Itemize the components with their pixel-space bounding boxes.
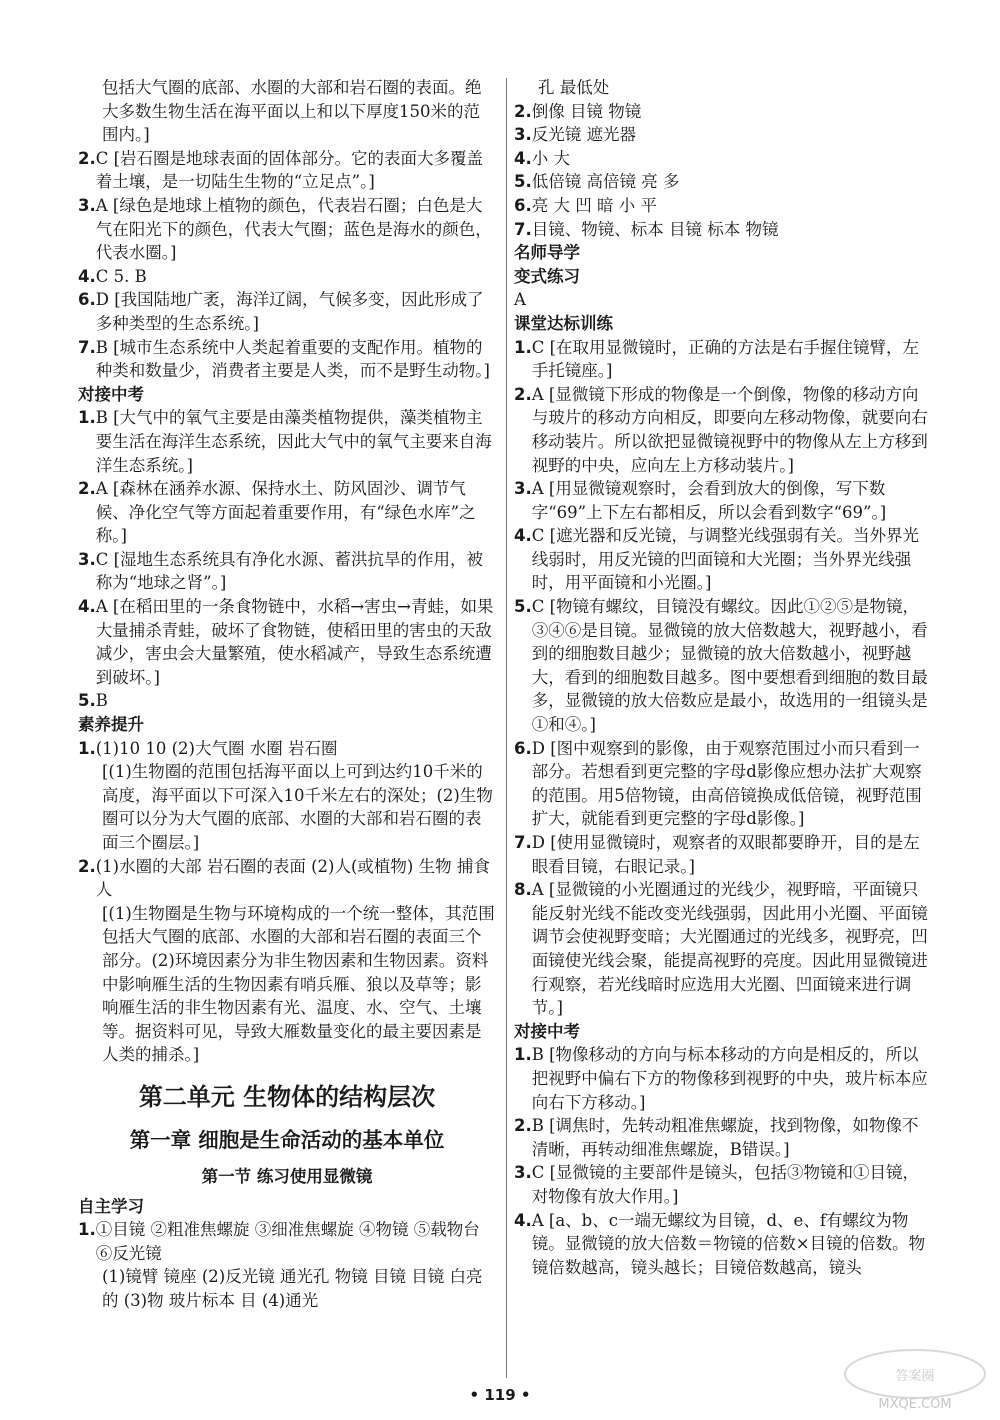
question-number: 6.: [514, 738, 532, 758]
explanation-text: (1)镜臂 镜座 (2)反光镜 通光孔 物镜 目镜 目镜 白亮的 (3)物 玻片标本 目 (4)通光: [102, 1267, 483, 1310]
question-number: 2.: [78, 148, 96, 168]
explanation-text: [(1)生物圈是生物与环境构成的一个统一整体，其范围包括大气圈的底部、水圈的大部和岩石圈的表面三个部分。(2)环境因素分为非生物因素和生物因素。资料中影响雁生活的生物因素有哨兵雁、狼以及草等；影响雁生活的非生物因素有光、温度、水、空气、土壤等。据资料可见，导致大雁数量变化的最主要因素是人类的捕杀。]: [102, 903, 495, 1065]
answer-item: [78, 737, 496, 761]
answer-item: [78, 477, 496, 548]
section-heading: 对接中考: [78, 384, 144, 404]
answer-text: (1)10 10 (2)大气圈 水圈 岩石圈: [95, 738, 338, 758]
question-number: 5.: [78, 691, 96, 711]
answer-list: [78, 406, 496, 713]
column-divider: [506, 78, 507, 1378]
question-number: 2.: [514, 101, 532, 121]
answer-text: C [湿地生态系统具有净化水源、蓄洪抗旱的作用，被称为“地球之肾”。]: [95, 549, 484, 593]
question-number: 3.: [514, 479, 532, 499]
lesson-title: 第一节 练习使用显微镜: [201, 1166, 373, 1186]
answer-item: [78, 406, 496, 477]
answer-text: 低倍镜 高倍镜 亮 多: [531, 172, 680, 192]
question-number: 7.: [78, 337, 96, 357]
question-number: 1.: [514, 1045, 532, 1065]
answer-item: [514, 100, 932, 124]
question-number: 4.: [514, 1210, 532, 1230]
answer-text: A [绿色是地球上植物的颜色，代表岩石圈；白色是大气在阳光下的颜色，代表大气圈；蓝色是海水的颜色，代表水圈。]: [95, 195, 492, 263]
question-number: 4.: [514, 148, 532, 168]
answer-text: 亮 大 凹 暗 小 平: [531, 195, 657, 215]
answer-item: [78, 194, 496, 265]
question-number: 1.: [78, 738, 96, 758]
answer-text: D [我国陆地广袤，海洋辽阔，气候多变，因此形成了多种类型的生态系统。]: [95, 290, 484, 333]
continuation-text: 包括大气圈的底部、水圈的大部和岩石圈的表面。绝大多数生物生活在海平面以上和以下厚度150米的范围内。]: [102, 78, 482, 145]
answer-text: A [森林在涵养水源、保持水土、防风固沙、调节气候、净化空气等方面起着重要作用，有“绿色水库”之称。]: [95, 479, 476, 546]
answer-text: 反光镜 遮光器: [531, 125, 636, 145]
section-heading: 对接中考: [514, 1021, 580, 1041]
answer-list: [78, 737, 496, 761]
answer-text: 目镜、物镜、标本 目镜 标本 物镜: [531, 219, 779, 239]
answer-item: [514, 831, 932, 878]
section-heading: 素养提升: [78, 715, 144, 735]
question-number: 1.: [78, 1220, 96, 1240]
question-number: 4.: [514, 526, 532, 546]
question-number: 3.: [514, 125, 532, 145]
answer-list: [514, 336, 932, 1020]
question-number: 6.: [514, 195, 532, 215]
answer-item: [514, 383, 932, 477]
answer-item: [514, 524, 932, 595]
answer-text: B [物像移动的方向与标本移动的方向是相反的，所以把视野中偏右下方的物像移到视野的中央，玻片标本应向右下方移动。]: [531, 1045, 928, 1112]
answer-item: [78, 147, 496, 194]
answer-text: (1)水圈的大部 岩石圈的表面 (2)人(或植物) 生物 捕食 人: [95, 856, 490, 900]
answer-item: [514, 1209, 932, 1280]
question-number: 6.: [78, 290, 96, 310]
question-number: 3.: [78, 549, 96, 569]
answer-item: [514, 1161, 932, 1208]
question-number: 2.: [514, 384, 532, 404]
answer-item: [78, 265, 496, 289]
watermark-url: MXQE.COM: [878, 1397, 952, 1412]
answer-text: B: [95, 691, 108, 711]
question-number: 4.: [78, 597, 96, 617]
question-number: 7.: [514, 219, 532, 239]
answer-text: D [图中观察到的影像，由于观察范围过小而只看到一部分。若想看到更完整的字母d影像应想办法扩大观察的范围。用5倍物镜，由高倍镜换成低倍镜，视野范围扩大，就能看到更完整的字母d影像。]: [531, 738, 922, 829]
answer-item: [514, 336, 932, 383]
answer-item: [514, 1114, 932, 1161]
answer-text: D [使用显微镜时，观察者的双眼都要睁开，目的是左眼看目镜，右眼记录。]: [531, 833, 920, 876]
answer-item: [78, 548, 496, 595]
answer-item: [78, 288, 496, 335]
left-column: [78, 76, 496, 1313]
answer-text: ①目镜 ②粗准焦螺旋 ③细准焦螺旋 ④物镜 ⑤载物台 ⑥反光镜: [95, 1220, 480, 1263]
answer-text: B [调焦时，先转动粗准焦螺旋，找到物像，如物像不清晰，再转动细准焦螺旋，B错误。]: [531, 1116, 919, 1159]
section-heading: 课堂达标训练: [514, 313, 613, 333]
answer-item: [514, 878, 932, 1020]
answer-text: C [遮光器和反光镜，与调整光线强弱有关。当外界光线弱时，用反光镜的凹面镜和大光圈；当外界光线强时，用平面镜和小光圈。]: [531, 526, 920, 593]
answer-text: A [在稻田里的一条食物链中，水稻→害虫→青蛙，如果大量捕杀青蛙，破坏了食物链，使稻田里的害虫的天敌减少，害虫会大量繁殖，使水稻减产，导致生态系统遭到破坏。]: [95, 597, 494, 687]
answer-text: A: [514, 290, 526, 310]
answer-list: [514, 100, 932, 242]
section-heading: 名师导学: [514, 243, 580, 263]
question-number: 2.: [78, 856, 96, 876]
question-number: 1.: [514, 337, 532, 357]
unit-title: 第二单元 生物体的结构层次: [138, 1082, 436, 1111]
continuation-text: 孔 最低处: [538, 78, 610, 97]
answer-list: [78, 855, 496, 902]
answer-list: [78, 147, 496, 383]
question-number: 4.: [78, 266, 96, 286]
answer-item: [78, 689, 496, 713]
answer-item: [514, 737, 932, 831]
answer-item: [78, 1218, 496, 1265]
answer-text: A [显微镜下形成的物像是一个倒像，物像的移动方向与玻片的移动方向相反，即要向左移动物像，就要向右移动装片。所以欲把显微镜视野中的物像从左上方移到视野的中央，应向左上方移动装片。]: [531, 384, 928, 475]
answer-item: [514, 194, 932, 218]
answer-item: [514, 218, 932, 242]
chapter-title: 第一章 细胞是生命活动的基本单位: [129, 1127, 445, 1152]
question-number: 7.: [514, 833, 532, 852]
answer-item: [514, 123, 932, 147]
answer-list: [514, 1043, 932, 1279]
answer-text: A [a、b、c一端无螺纹为目镜，d、e、f有螺纹为物镜。显微镜的放大倍数＝物镜的倍数×目镜的倍数。物镜倍数越高，镜头越长；目镜倍数越高，镜头: [531, 1210, 926, 1277]
right-column: [514, 76, 932, 1279]
answer-text: C [在取用显微镜时，正确的方法是右手握住镜臂，左手托镜座。]: [531, 337, 920, 381]
watermark-logo: [840, 1346, 990, 1412]
question-number: 1.: [78, 408, 96, 428]
answer-item: [514, 1043, 932, 1114]
question-number: 3.: [514, 1163, 532, 1183]
answer-item: [514, 595, 932, 737]
page-number: • 119 •: [469, 1386, 531, 1404]
explanation-text: [(1)生物圈的范围包括海平面以上可到达约10千米的高度，海平面以下可深入10千米左右的深处；(2)生物圈可以分为大气圈的底部、水圈的大部和岩石圈的表面三个圈层。]: [102, 762, 493, 852]
watermark-title: 答案圈: [895, 1369, 935, 1384]
answer-list: [78, 1218, 496, 1265]
answer-text: A [用显微镜观察时，会看到放大的倒像，写下数字“69”上下左右都相反，所以会看到数字“69”。]: [531, 479, 887, 522]
answer-text: B [大气中的氧气主要是由藻类植物提供，藻类植物主要生活在海洋生态系统，因此大气中的氧气主要来自海洋生态系统。]: [95, 408, 492, 475]
answer-item: [514, 170, 932, 194]
answer-text: C 5. B: [95, 266, 147, 286]
answer-item: [514, 147, 932, 171]
question-number: 2.: [514, 1116, 532, 1136]
question-number: 5.: [514, 172, 532, 192]
answer-item: [514, 477, 932, 524]
section-heading: 变式练习: [514, 266, 580, 286]
answer-item: [78, 336, 496, 383]
answer-text: C [岩石圈是地球表面的固体部分。它的表面大多覆盖着土壤，是一切陆生生物的“立足点”。]: [95, 148, 484, 192]
section-heading: 自主学习: [78, 1196, 144, 1216]
answer-text: C [物镜有螺纹，目镜没有螺纹。因此①②⑤是物镜，③④⑥是目镜。显微镜的放大倍数越大，视野越小，看到的细胞数目越少；显微镜的放大倍数越小，视野越大，看到的细胞数目越多。图中要想看到细胞的数目最多，显微镜的放大倍数应是最小，故选用的一组镜头是①和④。]: [531, 597, 928, 735]
question-number: 5.: [514, 597, 532, 617]
answer-item: [78, 855, 496, 902]
question-number: 2.: [78, 479, 96, 499]
answer-text: 倒像 目镜 物镜: [531, 101, 642, 121]
question-number: 8.: [514, 880, 532, 900]
answer-text: C [显微镜的主要部件是镜头，包括③物镜和①目镜，对物像有放大作用。]: [531, 1163, 920, 1206]
answer-text: A [显微镜的小光圈通过的光线少，视野暗，平面镜只能反射光线不能改变光线强弱，因此用小光圈、平面镜调节会使视野变暗；大光圈通过的光线多，视野亮，凹面镜使光线会聚，能提高视野的亮度。因此用显微镜进行观察，若光线暗时应选用大光圈、凹面镜来进行调节。]: [531, 880, 928, 1018]
question-number: 3.: [78, 195, 96, 215]
answer-text: 小 大: [531, 148, 570, 168]
answer-item: [78, 595, 496, 689]
answer-text: B [城市生态系统中人类起着重要的支配作用。植物的种类和数量少，消费者主要是人类，而不是野生动物。]: [95, 337, 490, 381]
